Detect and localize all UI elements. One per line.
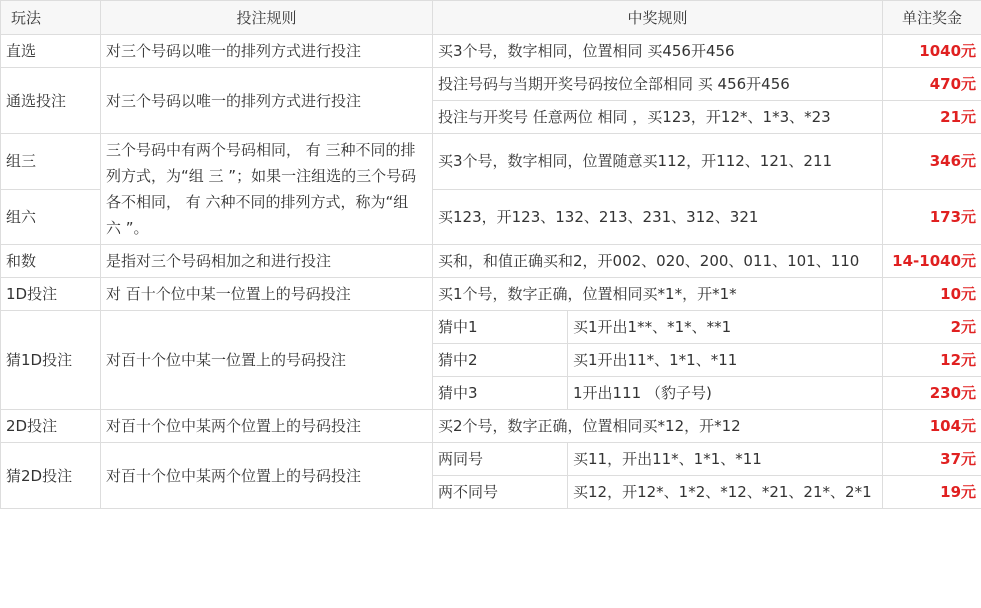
header-play: 玩法 (1, 1, 101, 35)
prize-amount: 37元 (883, 443, 981, 476)
bet-rule: 对三个号码以唯一的排列方式进行投注 (101, 35, 433, 68)
play-name: 2D投注 (1, 410, 101, 443)
prize-amount: 173元 (883, 189, 981, 245)
prize-amount: 2元 (883, 311, 981, 344)
play-name: 猜1D投注 (1, 311, 101, 410)
row-guess2d (1, 443, 981, 476)
header-bet-rule: 投注规则 (101, 1, 433, 35)
header-prize: 单注奖金 (883, 1, 981, 35)
bet-rule: 对百十个位中某一位置上的号码投注 (101, 311, 433, 410)
row-zusan (1, 134, 981, 190)
row-zhixuan (1, 35, 981, 68)
row-1d (1, 278, 981, 311)
sub-label: 猜中1 (433, 311, 568, 344)
win-rule: 买11，开出11*、1*1、*11 (568, 443, 883, 476)
prize-amount: 14-1040元 (883, 245, 981, 278)
header-row (1, 1, 981, 35)
win-rule: 投注号码与当期开奖号码按位全部相同 买 456开456 (433, 68, 883, 101)
win-rule: 买1个号，数字正确，位置相同买*1*，开*1* (433, 278, 883, 311)
play-name: 1D投注 (1, 278, 101, 311)
sub-label: 猜中2 (433, 344, 568, 377)
bet-rule: 对三个号码以唯一的排列方式进行投注 (101, 68, 433, 134)
win-rule: 买3个号，数字相同，位置相同 买456开456 (433, 35, 883, 68)
bet-rule: 对百十个位中某两个位置上的号码投注 (101, 410, 433, 443)
play-name: 组六 (1, 189, 101, 245)
prize-amount: 1040元 (883, 35, 981, 68)
win-rule: 买1开出1**、*1*、**1 (568, 311, 883, 344)
bet-rule: 三个号码中有两个号码相同， 有 三种不同的排列方式，为“组 三 ”；如果一注组选的三个号码各不相同， 有 六种不同的排列方式，称为“组 六 ”。 (101, 134, 433, 245)
win-rule: 买12，开12*、1*2、*12、*21、21*、2*1 (568, 476, 883, 509)
row-heshu (1, 245, 981, 278)
play-name: 通选投注 (1, 68, 101, 134)
row-guess1d (1, 311, 981, 344)
play-name: 直选 (1, 35, 101, 68)
sub-label: 猜中3 (433, 377, 568, 410)
win-rule: 买3个号，数字相同，位置随意买112，开112、121、211 (433, 134, 883, 190)
prize-amount: 10元 (883, 278, 981, 311)
prize-amount: 19元 (883, 476, 981, 509)
play-name: 猜2D投注 (1, 443, 101, 509)
win-rule: 买2个号，数字正确，位置相同买*12，开*12 (433, 410, 883, 443)
prize-amount: 230元 (883, 377, 981, 410)
bet-rule: 对 百十个位中某一位置上的号码投注 (101, 278, 433, 311)
bet-rule: 对百十个位中某两个位置上的号码投注 (101, 443, 433, 509)
win-rule: 买和，和值正确买和2，开002、020、200、011、101、110 (433, 245, 883, 278)
play-name: 和数 (1, 245, 101, 278)
prize-amount: 104元 (883, 410, 981, 443)
play-name: 组三 (1, 134, 101, 190)
sub-label: 两不同号 (433, 476, 568, 509)
prize-amount: 346元 (883, 134, 981, 190)
prize-amount: 470元 (883, 68, 981, 101)
prize-amount: 21元 (883, 101, 981, 134)
row-tongxuan (1, 68, 981, 101)
win-rule: 买123，开123、132、213、231、312、321 (433, 189, 883, 245)
win-rule: 1开出111 （豹子号) (568, 377, 883, 410)
prize-amount: 12元 (883, 344, 981, 377)
sub-label: 两同号 (433, 443, 568, 476)
win-rule: 买1开出11*、1*1、*11 (568, 344, 883, 377)
win-rule: 投注与开奖号 任意两位 相同 ，买123，开12*、1*3、*23 (433, 101, 883, 134)
bet-rule: 是指对三个号码相加之和进行投注 (101, 245, 433, 278)
header-win-rule: 中奖规则 (433, 1, 883, 35)
row-2d (1, 410, 981, 443)
